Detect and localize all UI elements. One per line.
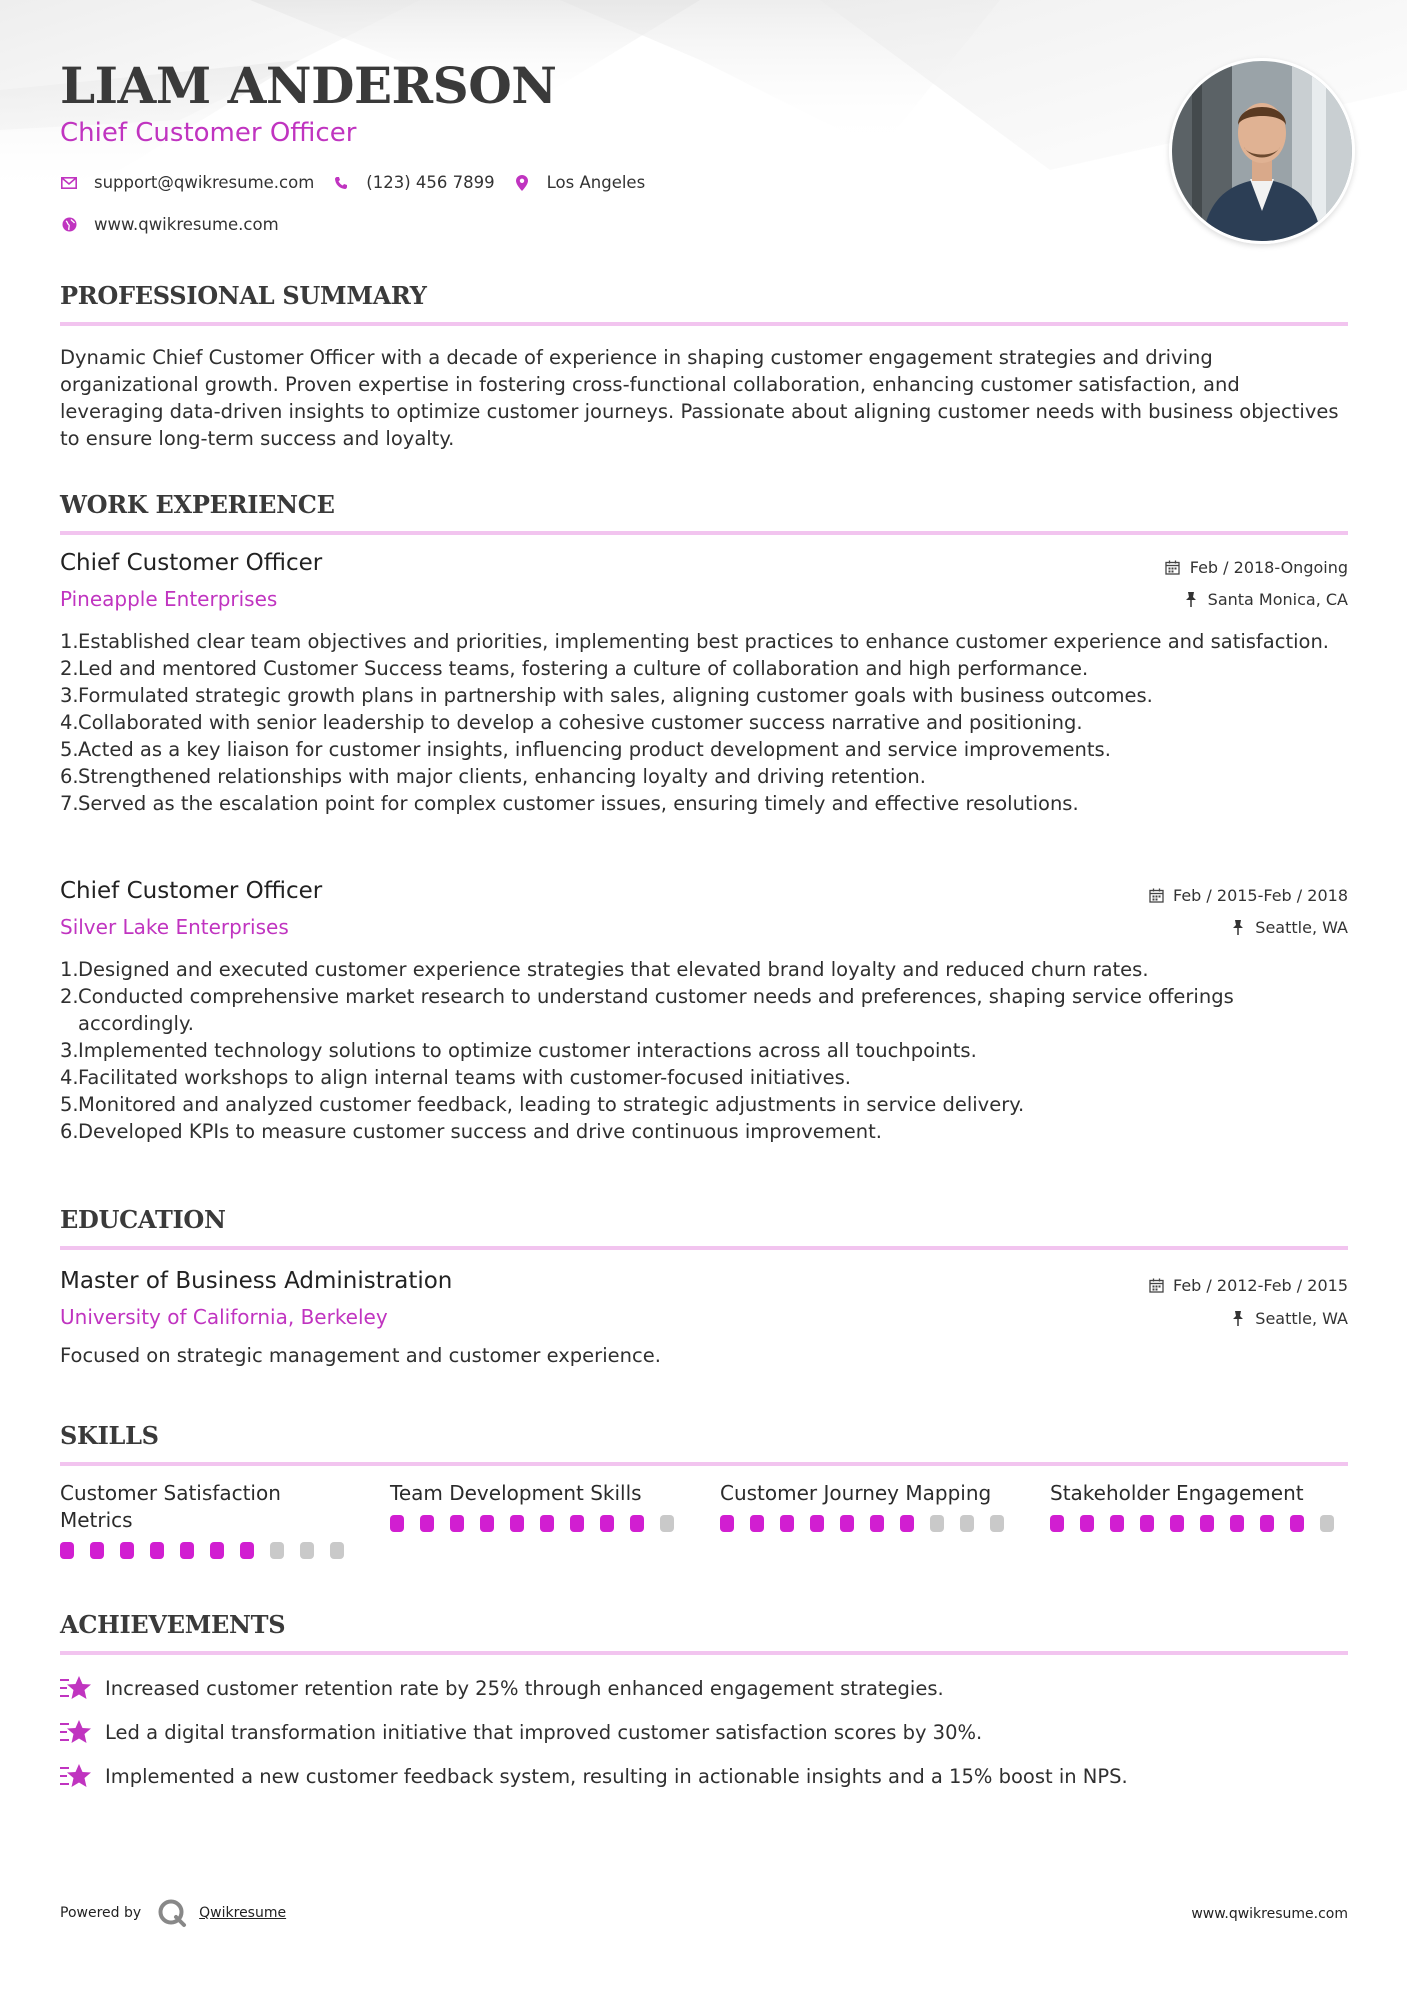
rating-dot-filled [750,1515,764,1532]
rating-dot-filled [540,1515,554,1532]
qwikresume-link[interactable]: Qwikresume [199,1905,287,1921]
education-date [1147,1276,1348,1295]
calendar-icon [1164,559,1182,577]
skill-rating [390,1515,690,1532]
section-title-education: EDUCATION [60,1205,1348,1250]
rating-dot-filled [120,1542,134,1559]
profile-photo [1169,58,1355,244]
job-location-text: Seattle, WA [1255,918,1348,937]
education-school: University of California, Berkeley [60,1305,388,1329]
rating-dot-filled [570,1515,584,1532]
list-item: 2. Led and mentored Customer Success teams, fostering a culture of collaboration and high performance. [60,657,1089,680]
rating-dot-filled [720,1515,734,1532]
job-date-text: Feb / 2015-Feb / 2018 [1173,886,1348,905]
list-item: 5. Acted as a key liaison for customer insights, influencing product development and service improvements. [60,738,1111,761]
rating-dot-empty [660,1515,674,1532]
rating-dot-filled [1080,1515,1094,1532]
rating-dot-filled [210,1542,224,1559]
contact-phone[interactable] [332,173,494,192]
rating-dot-filled [1230,1515,1244,1532]
rating-dot-empty [330,1542,344,1559]
list-item: 3. Implemented technology solutions to optimize customer interactions across all touchpoints. [60,1039,977,1062]
education-location [1229,1309,1348,1328]
calendar-icon [1147,1277,1165,1295]
rating-dot-filled [1260,1515,1274,1532]
job-location [1229,918,1348,937]
star-icon [60,1763,92,1789]
qwikresume-logo-icon [157,1898,187,1928]
list-item: 7. Served as the escalation point for complex customer issues, ensuring timely and effective resolutions. [60,792,1079,815]
rating-dot-filled [390,1515,404,1532]
rating-dot-filled [510,1515,524,1532]
achievement-text: Increased customer retention rate by 25% through enhanced engagement strategies. [105,1676,944,1700]
rating-dot-filled [1140,1515,1154,1532]
job-date-text: Feb / 2018-Ongoing [1189,558,1348,577]
rating-dot-empty [270,1542,284,1559]
skill-rating [60,1542,360,1559]
rating-dot-filled [1050,1515,1064,1532]
achievement-text: Implemented a new customer feedback system, resulting in actionable insights and a 15% boost in NPS. [105,1764,1128,1788]
rating-dot-filled [900,1515,914,1532]
section-title-skills: SKILLS [60,1421,1348,1466]
list-item: 6. Developed KPIs to measure customer success and drive continuous improvement. [60,1120,882,1143]
rating-dot-empty [990,1515,1004,1532]
envelope-icon [60,174,78,192]
education-date-text: Feb / 2012-Feb / 2015 [1173,1276,1348,1295]
rating-dot-empty [930,1515,944,1532]
job-date [1147,886,1348,905]
rating-dot-filled [840,1515,854,1532]
pushpin-icon [1182,591,1200,609]
contact-website[interactable] [60,215,279,234]
contact-row-primary [60,173,663,192]
rating-dot-filled [630,1515,644,1532]
rating-dot-filled [870,1515,884,1532]
list-item: 3. Formulated strategic growth plans in partnership with sales, aligning customer goals with business outcomes. [60,684,1153,707]
achievement-item [60,1763,1128,1789]
list-item: 6. Strengthened relationships with major clients, enhancing loyalty and driving retention. [60,765,926,788]
list-item: 4. Facilitated workshops to align internal teams with customer-focused initiatives. [60,1066,851,1089]
section-title-summary: PROFESSIONAL SUMMARY [60,281,1348,326]
powered-by-label: Powered by [60,1905,142,1921]
job-title: Chief Customer Officer [60,878,323,904]
skill-item [390,1480,690,1532]
job-location-text: Santa Monica, CA [1207,590,1348,609]
job-bullets [60,956,1348,1145]
rating-dot-filled [600,1515,614,1532]
rating-dot-filled [90,1542,104,1559]
star-icon [60,1719,92,1745]
pushpin-icon [1229,1310,1247,1328]
rating-dot-filled [780,1515,794,1532]
rating-dot-filled [810,1515,824,1532]
rating-dot-filled [240,1542,254,1559]
candidate-name: LIAM ANDERSON [60,56,557,115]
list-item: 5. Monitored and analyzed customer feedback, leading to strategic adjustments in service delivery. [60,1093,1025,1116]
skill-name: Customer Journey Mapping [720,1481,992,1505]
contact-email[interactable] [60,173,314,192]
map-pin-icon [513,174,531,192]
skill-rating [1050,1515,1350,1532]
job-date [1164,558,1348,577]
education-degree: Master of Business Administration [60,1268,453,1294]
job-bullets [60,628,1348,817]
education-description: Focused on strategic management and customer experience. [60,1344,661,1367]
skill-name: Stakeholder Engagement [1050,1481,1304,1505]
job-location [1182,590,1348,609]
summary-text: Dynamic Chief Customer Officer with a decade of experience in shaping customer engagement strategies and driving organizational growth. Proven expertise in fostering cross-functional collaboration, enhancing customer satisfaction, and leveraging data-driven insights to optimize customer journeys. Passionate about aligning customer needs with business objectives to ensure long-term success and loyalty. [60,346,1339,450]
calendar-icon [1147,887,1165,905]
location-text: Los Angeles [546,173,646,192]
skill-name: Customer Satisfaction Metrics [60,1481,281,1532]
rating-dot-filled [1110,1515,1124,1532]
skill-item [720,1480,1020,1532]
list-item: 2. Conducted comprehensive market research to understand customer needs and preferences, shaping service offerings accordingly. [60,985,1234,1035]
contact-row-secondary [60,215,297,234]
skill-item [1050,1480,1350,1532]
achievement-item [60,1719,982,1745]
footer-powered-by [60,1898,286,1928]
star-icon [60,1675,92,1701]
rating-dot-filled [420,1515,434,1532]
list-item: 1. Designed and executed customer experience strategies that elevated brand loyalty and reduced churn rates. [60,958,1149,981]
skill-rating [720,1515,1020,1532]
achievement-text: Led a digital transformation initiative that improved customer satisfaction scores by 30%. [105,1720,983,1744]
rating-dot-filled [1200,1515,1214,1532]
skill-name: Team Development Skills [390,1481,642,1505]
job-title: Chief Customer Officer [60,550,323,576]
list-item: 1. Established clear team objectives and priorities, implementing best practices to enhance customer experience and satisfaction. [60,630,1330,653]
rating-dot-filled [180,1542,194,1559]
rating-dot-filled [450,1515,464,1532]
rating-dot-filled [150,1542,164,1559]
skill-item [60,1480,360,1559]
section-title-experience: WORK EXPERIENCE [60,490,1348,535]
rating-dot-empty [960,1515,974,1532]
job-company: Silver Lake Enterprises [60,915,289,939]
section-title-achievements: ACHIEVEMENTS [60,1610,1348,1655]
education-location-text: Seattle, WA [1255,1309,1348,1328]
rating-dot-filled [1170,1515,1184,1532]
phone-text: (123) 456 7899 [366,173,495,192]
job-company: Pineapple Enterprises [60,587,278,611]
globe-icon [60,216,78,234]
rating-dot-empty [1320,1515,1334,1532]
list-item: 4. Collaborated with senior leadership to develop a cohesive customer success narrative and positioning. [60,711,1083,734]
rating-dot-filled [480,1515,494,1532]
candidate-role: Chief Customer Officer [60,118,357,148]
rating-dot-empty [300,1542,314,1559]
website-text: www.qwikresume.com [94,215,279,234]
rating-dot-filled [1290,1515,1304,1532]
email-text: support@qwikresume.com [94,173,315,192]
pushpin-icon [1229,919,1247,937]
rating-dot-filled [60,1542,74,1559]
contact-location [513,173,646,192]
phone-icon [332,174,350,192]
footer-website-link[interactable]: www.qwikresume.com [1191,1906,1348,1922]
achievement-item [60,1675,944,1701]
